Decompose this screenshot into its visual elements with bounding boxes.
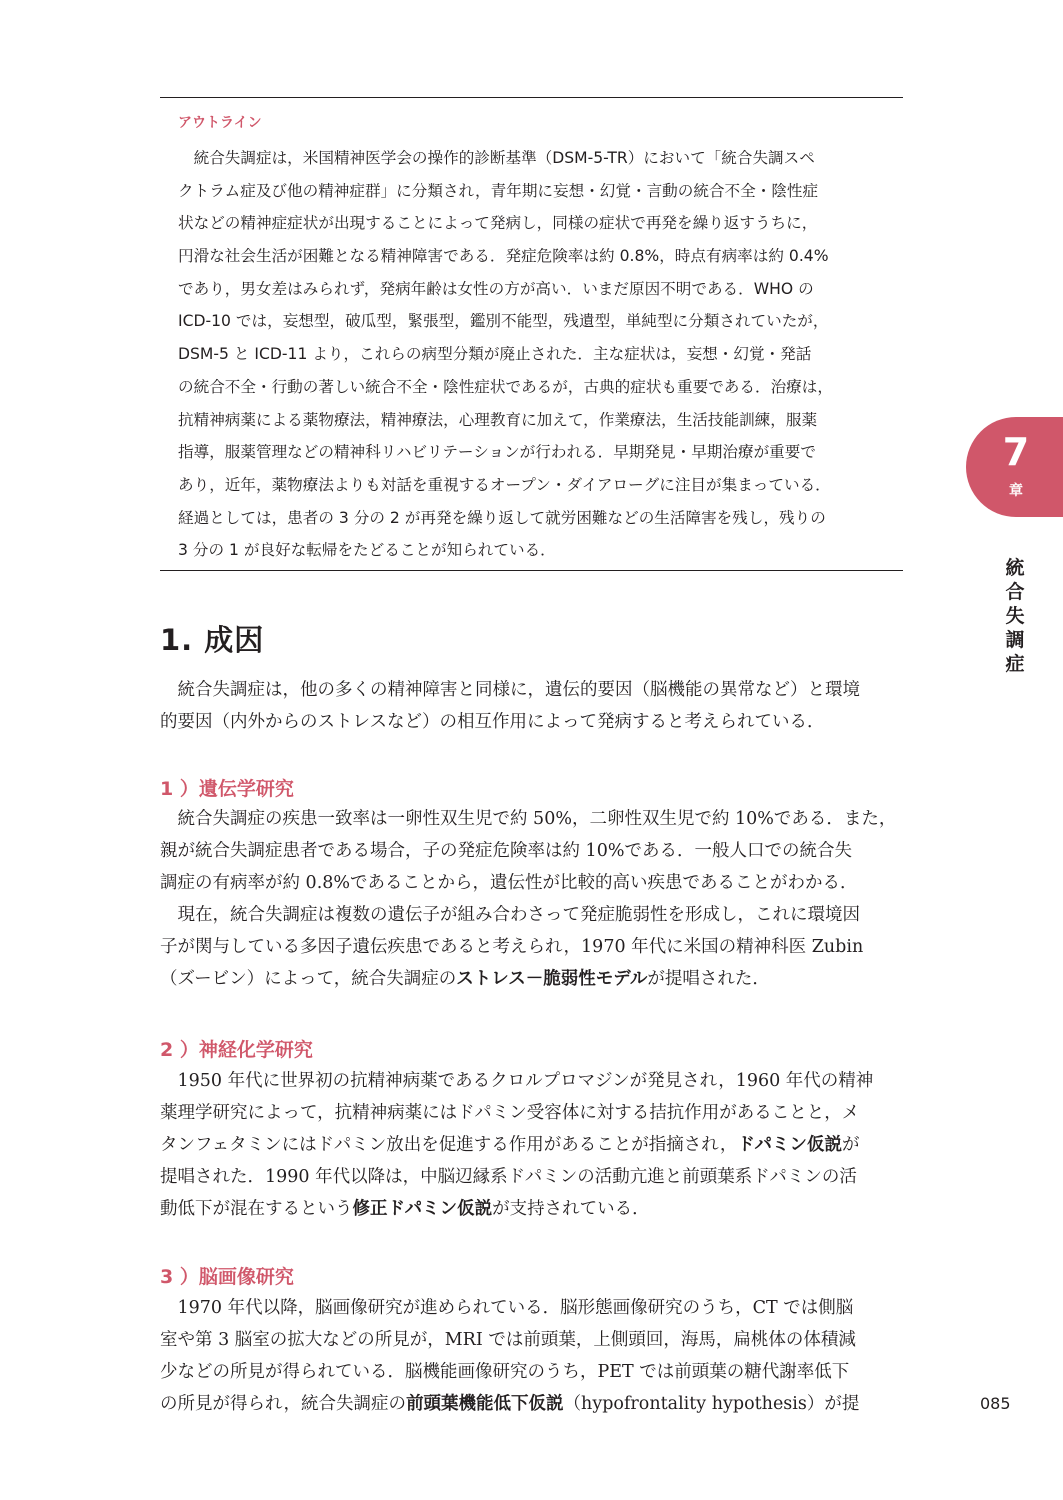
outline-line: 抗精神病薬による薬物療法，精神療法，心理教育に加えて，作業療法，生活技能訓練，服薬 bbox=[178, 410, 818, 429]
text-run: が提唱された． bbox=[647, 969, 770, 989]
chapter-number: 7 bbox=[1002, 430, 1030, 474]
paragraph-line: 調症の有病率が約 0.8%であることから，遺伝性が比較的高い疾患であることがわかる． bbox=[160, 873, 858, 893]
outline-line: であり，男女差はみられず，発病年齢は女性の方が高い．いまだ原因不明である．WHO の bbox=[178, 279, 814, 298]
outline-line: 円滑な社会生活が困難となる精神障害である．発症危険率は約 0.8%，時点有病率は約 0.4% bbox=[178, 247, 829, 266]
outline-line: あり，近年，薬物療法よりも対話を重視するオープン・ダイアローグに注目が集まっている． bbox=[178, 475, 831, 494]
paragraph-line: 1950 年代に世界初の抗精神病薬であるクロルプロマジンが発見され，1960 年代の精神 bbox=[160, 1071, 874, 1091]
subsection-body-brain-imaging bbox=[160, 1292, 905, 1420]
paragraph-line: 的要因（内外からのストレスなど）の相互作用によって発病すると考えられている． bbox=[160, 712, 825, 732]
outline-line: 統合失調症は，米国精神医学会の操作的診断基準（DSM-5-TR）において「統合失調スペ bbox=[178, 149, 815, 167]
outline-line: クトラム症及び他の精神症群」に分類され，青年期に妄想・幻覚・言動の統合不全・陰性症 bbox=[178, 181, 819, 200]
paragraph-line bbox=[160, 1388, 905, 1420]
outline-heading: アウトライン bbox=[178, 115, 262, 131]
subsection-heading-brain-imaging: 3 ）脳画像研究 bbox=[160, 1266, 294, 1288]
text-run: （hypofrontality hypothesis）が提 bbox=[563, 1394, 860, 1414]
outline-top-rule bbox=[160, 97, 903, 98]
text-run: 動低下が混在するという bbox=[160, 1199, 353, 1219]
text-run: タンフェタミンにはドパミン放出を促進する作用があることが指摘され， bbox=[160, 1135, 738, 1155]
page-number: 085 bbox=[980, 1394, 1011, 1413]
outline-line: 経過としては，患者の 3 分の 2 が再発を繰り返して就労困難などの生活障害を残し，残りの bbox=[178, 508, 826, 527]
key-term-stress-vulnerability-model: ストレス－脆弱性モデル bbox=[456, 969, 648, 989]
paragraph-line bbox=[160, 1129, 905, 1161]
paragraph-line: 統合失調症の疾患一致率は一卵性双生児で約 50%，二卵性双生児で約 10%である．また， bbox=[160, 809, 897, 829]
paragraph-line: 現在，統合失調症は複数の遺伝子が組み合わさって発症脆弱性を形成し，これに環境因 bbox=[160, 905, 860, 925]
key-term-revised-dopamine-hypothesis: 修正ドパミン仮説 bbox=[352, 1199, 493, 1219]
outline-line: ICD-10 では，妄想型，破瓜型，緊張型，鑑別不能型，残遺型，単純型に分類されていたが， bbox=[178, 312, 829, 331]
outline-line: の統合不全・行動の著しい統合不全・陰性症状であるが，古典的症状も重要である．治療は， bbox=[178, 377, 833, 396]
paragraph-line: 薬理学研究によって，抗精神病薬にはドパミン受容体に対する拮抗作用があることと，メ bbox=[160, 1103, 860, 1123]
key-term-dopamine-hypothesis: ドパミン仮説 bbox=[737, 1135, 842, 1155]
paragraph-line: 親が統合失調症患者である場合，子の発症危険率は約 10%である．一般人口での統合失 bbox=[160, 841, 852, 861]
paragraph-line: 少などの所見が得られている．脳機能画像研究のうち，PET では前頭葉の糖代謝率低下 bbox=[160, 1362, 850, 1382]
paragraph-line: 室や第 3 脳室の拡大などの所見が，MRI では前頭葉，上側頭回，海馬，扁桃体の体積減 bbox=[160, 1330, 856, 1350]
outline-line: 3 分の 1 が良好な転帰をたどることが知られている． bbox=[178, 541, 556, 560]
paragraph-line: 1970 年代以降，脳画像研究が進められている．脳形態画像研究のうち，CT では側脳 bbox=[160, 1298, 854, 1318]
text-run: が bbox=[841, 1135, 860, 1155]
section-title: 1. 成因 bbox=[160, 623, 265, 657]
chapter-label: 章 bbox=[1009, 483, 1023, 499]
subsection-body-genetics bbox=[160, 803, 905, 995]
subsection-heading-neurochemistry: 2 ）神経化学研究 bbox=[160, 1039, 313, 1061]
paragraph-line bbox=[160, 1193, 905, 1225]
outline-body bbox=[178, 142, 890, 567]
outline-line: DSM-5 と ICD-11 より，これらの病型分類が廃止された．主な症状は，妄想・幻覚・発話 bbox=[178, 345, 812, 364]
outline-bottom-rule bbox=[160, 570, 903, 571]
subsection-body-neurochemistry bbox=[160, 1065, 905, 1225]
paragraph-line: 統合失調症は，他の多くの精神障害と同様に，遺伝的要因（脳機能の異常など）と環境 bbox=[160, 680, 860, 700]
key-term-hypofrontality-hypothesis: 前頭葉機能低下仮説 bbox=[406, 1394, 564, 1414]
text-run: （ズービン）によって，統合失調症の bbox=[160, 969, 457, 989]
section-intro bbox=[160, 674, 905, 738]
text-run: が支持されている． bbox=[492, 1199, 650, 1219]
paragraph-line: 提唱された．1990 年代以降は，中脳辺縁系ドパミンの活動亢進と前頭葉系ドパミンの活 bbox=[160, 1167, 857, 1187]
text-run: の所見が得られ，統合失調症の bbox=[160, 1394, 407, 1414]
chapter-vertical-title: 統合失調症 bbox=[1005, 557, 1025, 675]
paragraph-line: 子が関与している多因子遺伝疾患であると考えられ，1970 年代に米国の精神科医 Zubin bbox=[160, 937, 864, 957]
subsection-heading-genetics: 1 ）遺伝学研究 bbox=[160, 778, 294, 800]
outline-line: 状などの精神症症状が出現することによって発病し，同様の症状で再発を繰り返すうちに， bbox=[178, 214, 818, 233]
outline-line: 指導，服薬管理などの精神科リハビリテーションが行われる．早期発見・早期治療が重要で bbox=[178, 443, 816, 462]
paragraph-line bbox=[160, 963, 905, 995]
